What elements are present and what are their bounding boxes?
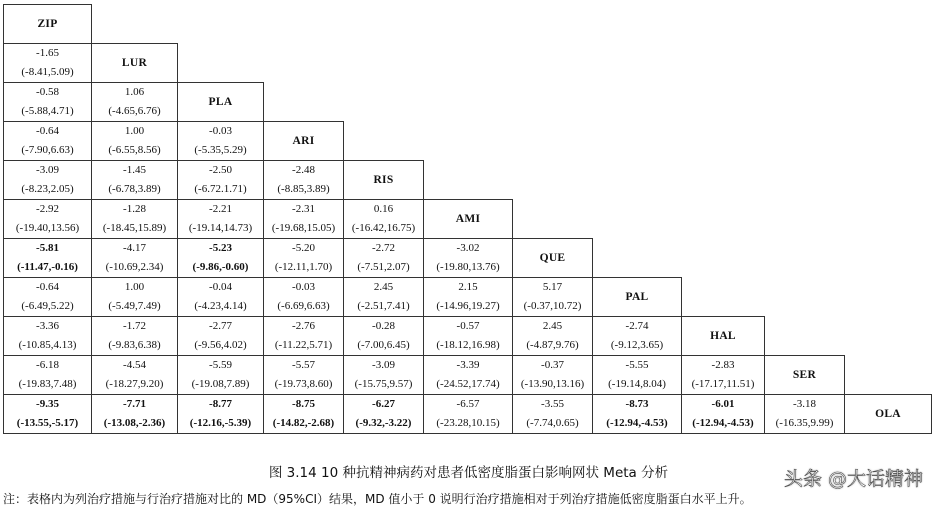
md-value: -0.37 — [541, 359, 564, 371]
md-value: -3.09 — [36, 164, 59, 176]
table-row — [4, 278, 932, 317]
empty-cell — [593, 122, 682, 161]
md-value: -7.71 — [123, 398, 146, 410]
comparison-cell — [424, 356, 513, 395]
ci-value: (-14.96,19.27) — [436, 300, 500, 312]
comparison-cell — [344, 317, 424, 356]
empty-cell — [513, 5, 593, 44]
treatment-label: PLA — [178, 83, 264, 122]
ci-value: (-9.86,-0.60) — [192, 261, 249, 273]
ci-value: (-13.90,13.16) — [520, 378, 585, 390]
comparison-cell — [4, 317, 92, 356]
empty-cell — [845, 44, 932, 83]
md-value: -3.39 — [456, 359, 480, 371]
md-value: -5.23 — [209, 242, 232, 254]
ci-value: (-4.87,9.76) — [526, 339, 579, 351]
comparison-cell — [92, 356, 178, 395]
table-row — [4, 317, 932, 356]
treatment-label: LUR — [92, 44, 178, 83]
ci-value: (-19.80,13.76) — [436, 261, 500, 273]
empty-cell — [593, 44, 682, 83]
comparison-cell — [92, 278, 178, 317]
ci-value: (-15.75,9.57) — [354, 378, 413, 390]
ci-value: (-12.94,-4.53) — [606, 417, 668, 429]
comparison-cell — [178, 122, 264, 161]
ci-value: (-11.22,5.71) — [274, 339, 333, 351]
comparison-cell — [92, 317, 178, 356]
empty-cell — [845, 317, 932, 356]
empty-cell — [513, 122, 593, 161]
md-value: -0.03 — [292, 281, 315, 293]
md-value: -3.02 — [456, 242, 480, 254]
empty-cell — [765, 317, 845, 356]
md-value: -4.17 — [123, 242, 146, 254]
md-value: -5.81 — [36, 242, 59, 254]
comparison-cell — [178, 356, 264, 395]
comparison-cell — [344, 395, 424, 434]
ci-value: (-7.74,0.65) — [526, 417, 579, 429]
treatment-label: HAL — [682, 317, 765, 356]
md-value: -0.04 — [209, 281, 232, 293]
ci-value: (-18.27,9.20) — [105, 378, 164, 390]
figure-caption: 图 3.14 10 种抗精神病药对患者低密度脂蛋白影响网状 Meta 分析 — [268, 465, 669, 481]
ci-value: (-5.35,5.29) — [194, 144, 247, 156]
md-value: -3.09 — [372, 359, 395, 371]
md-value: -0.64 — [36, 125, 59, 137]
comparison-cell — [593, 356, 682, 395]
treatment-label: SER — [765, 356, 845, 395]
ci-value: (-11.47,-0.16) — [17, 261, 78, 273]
empty-cell — [765, 5, 845, 44]
empty-cell — [264, 83, 344, 122]
ci-value: (-19.14,8.04) — [608, 378, 666, 390]
md-value: 5.17 — [542, 281, 563, 293]
comparison-cell — [4, 122, 92, 161]
table-row — [4, 5, 932, 44]
ci-value: (-13.08,-2.36) — [103, 417, 166, 429]
ci-value: (-12.94,-4.53) — [692, 417, 754, 429]
ci-value: (-6.49,5.22) — [21, 300, 74, 312]
comparison-cell — [4, 278, 92, 317]
ci-value: (-19.73,8.60) — [274, 378, 333, 390]
comparison-cell — [4, 44, 92, 83]
table-row — [4, 200, 932, 239]
treatment-label: ARI — [264, 122, 344, 161]
md-value: -5.20 — [292, 242, 315, 254]
comparison-cell — [92, 239, 178, 278]
watermark: 头条 @大话精神 — [783, 468, 923, 490]
empty-cell — [513, 200, 593, 239]
ci-value: (-23.28,10.15) — [436, 417, 500, 429]
comparison-cell — [178, 317, 264, 356]
comparison-cell — [92, 200, 178, 239]
comparison-cell — [178, 200, 264, 239]
comparison-cell — [178, 239, 264, 278]
ci-value: (-7.00,6.45) — [357, 339, 410, 351]
ci-value: (-6.69,6.63) — [277, 300, 330, 312]
comparison-cell — [593, 395, 682, 434]
ci-value: (-0.37,10.72) — [523, 300, 582, 312]
empty-cell — [765, 239, 845, 278]
ci-value: (-9.32,-3.22) — [355, 417, 412, 429]
ci-value: (-24.52,17.74) — [436, 378, 500, 390]
comparison-cell — [344, 356, 424, 395]
empty-cell — [178, 44, 264, 83]
empty-cell — [845, 200, 932, 239]
treatment-label: PAL — [593, 278, 682, 317]
comparison-cell — [682, 395, 765, 434]
empty-cell — [513, 83, 593, 122]
empty-cell — [765, 200, 845, 239]
ci-value: (-10.85,4.13) — [18, 339, 77, 351]
empty-cell — [765, 278, 845, 317]
comparison-cell — [513, 278, 593, 317]
comparison-cell — [682, 356, 765, 395]
table-row — [4, 161, 932, 200]
comparison-cell — [4, 239, 92, 278]
md-value: -0.64 — [36, 281, 59, 293]
md-value: -2.48 — [292, 164, 315, 176]
ci-value: (-14.82,-2.68) — [272, 417, 335, 429]
ci-value: (-19.14,14.73) — [188, 222, 253, 234]
empty-cell — [344, 83, 424, 122]
md-value: -6.01 — [711, 398, 735, 410]
ci-value: (-7.51,2.07) — [357, 261, 410, 273]
ci-value: (-9.56,4.02) — [194, 339, 247, 351]
comparison-cell — [344, 278, 424, 317]
comparison-cell — [264, 200, 344, 239]
empty-cell — [845, 5, 932, 44]
md-value: -8.73 — [625, 398, 649, 410]
table-row — [4, 83, 932, 122]
md-value: -5.55 — [625, 359, 649, 371]
empty-cell — [424, 44, 513, 83]
md-value: -2.21 — [209, 203, 232, 215]
md-value: 0.16 — [373, 203, 394, 215]
empty-cell — [344, 122, 424, 161]
comparison-cell — [424, 395, 513, 434]
treatment-label: RIS — [344, 161, 424, 200]
comparison-cell — [92, 395, 178, 434]
comparison-cell — [178, 395, 264, 434]
md-value: 1.00 — [124, 125, 145, 137]
md-value: -0.03 — [209, 125, 232, 137]
comparison-cell — [92, 83, 178, 122]
md-value: -2.72 — [372, 242, 395, 254]
empty-cell — [845, 83, 932, 122]
empty-cell — [682, 122, 765, 161]
empty-cell — [682, 161, 765, 200]
comparison-cell — [4, 395, 92, 434]
empty-cell — [593, 161, 682, 200]
comparison-cell — [264, 356, 344, 395]
empty-cell — [845, 356, 932, 395]
md-value: -0.57 — [456, 320, 480, 332]
ci-value: (-4.65,6.76) — [108, 105, 161, 117]
empty-cell — [264, 5, 344, 44]
empty-cell — [593, 200, 682, 239]
comparison-cell — [4, 161, 92, 200]
md-value: -1.72 — [123, 320, 146, 332]
table-row — [4, 239, 932, 278]
ci-value: (-8.23,2.05) — [21, 183, 74, 195]
md-value: -6.27 — [372, 398, 395, 410]
league-table — [3, 4, 932, 434]
md-value: -3.18 — [793, 398, 816, 410]
comparison-cell — [178, 278, 264, 317]
comparison-cell — [264, 395, 344, 434]
ci-value: (-19.08,7.89) — [191, 378, 250, 390]
comparison-cell — [513, 317, 593, 356]
comparison-cell — [4, 83, 92, 122]
ci-value: (-9.83,6.38) — [108, 339, 161, 351]
empty-cell — [593, 5, 682, 44]
empty-cell — [424, 122, 513, 161]
comparison-cell — [344, 200, 424, 239]
md-value: -3.55 — [541, 398, 564, 410]
ci-value: (-10.69,2.34) — [105, 261, 164, 273]
empty-cell — [593, 83, 682, 122]
ci-value: (-8.41,5.09) — [21, 66, 74, 78]
empty-cell — [682, 239, 765, 278]
comparison-cell — [424, 317, 513, 356]
treatment-label: AMI — [424, 200, 513, 239]
md-value: -6.57 — [456, 398, 480, 410]
ci-value: (-16.35,9.99) — [775, 417, 834, 429]
empty-cell — [682, 44, 765, 83]
ci-value: (-8.85,3.89) — [277, 183, 330, 195]
md-value: -8.75 — [292, 398, 315, 410]
md-value: -5.57 — [292, 359, 315, 371]
md-value: 2.15 — [458, 281, 478, 293]
ci-value: (-16.42,16.75) — [351, 222, 416, 234]
md-value: -2.31 — [292, 203, 315, 215]
empty-cell — [424, 83, 513, 122]
comparison-cell — [4, 356, 92, 395]
table-row — [4, 356, 932, 395]
comparison-cell — [765, 395, 845, 434]
md-value: -9.35 — [36, 398, 59, 410]
table-row — [4, 122, 932, 161]
md-value: -5.59 — [209, 359, 232, 371]
comparison-cell — [424, 239, 513, 278]
ci-value: (-12.16,-5.39) — [189, 417, 252, 429]
comparison-cell — [92, 122, 178, 161]
md-value: -2.50 — [209, 164, 232, 176]
empty-cell — [845, 122, 932, 161]
empty-cell — [845, 239, 932, 278]
md-value: -1.65 — [36, 47, 59, 59]
md-value: -2.83 — [711, 359, 735, 371]
ci-value: (-9.12,3.65) — [610, 339, 664, 351]
table-note: 注：表格内为列治疗措施与行治疗措施对比的 MD（95%CI）结果，MD 值小于 0 说明行治疗措施相对于列治疗措施低密度脂蛋白水平上升。 — [3, 492, 752, 506]
comparison-cell — [178, 161, 264, 200]
empty-cell — [92, 5, 178, 44]
md-value: -3.36 — [36, 320, 59, 332]
ci-value: (-19.40,13.56) — [15, 222, 80, 234]
comparison-cell — [264, 161, 344, 200]
table-row — [4, 395, 932, 434]
comparison-cell — [513, 395, 593, 434]
comparison-cell — [424, 278, 513, 317]
comparison-cell — [513, 356, 593, 395]
comparison-cell — [4, 200, 92, 239]
comparison-cell — [264, 278, 344, 317]
md-value: 2.45 — [373, 281, 394, 293]
ci-value: (-19.83,7.48) — [18, 378, 77, 390]
ci-value: (-18.12,16.98) — [436, 339, 500, 351]
empty-cell — [682, 200, 765, 239]
ci-value: (-5.49,7.49) — [108, 300, 161, 312]
empty-cell — [344, 5, 424, 44]
md-value: -2.77 — [209, 320, 232, 332]
md-value: -2.92 — [36, 203, 59, 215]
comparison-cell — [264, 317, 344, 356]
md-value: -2.74 — [625, 320, 649, 332]
empty-cell — [344, 44, 424, 83]
comparison-cell — [92, 161, 178, 200]
ci-value: (-2.51,7.41) — [357, 300, 410, 312]
comparison-cell — [593, 317, 682, 356]
ci-value: (-4.23,4.14) — [194, 300, 247, 312]
md-value: 1.00 — [124, 281, 145, 293]
empty-cell — [593, 239, 682, 278]
ci-value: (-7.90,6.63) — [21, 144, 74, 156]
table-row — [4, 44, 932, 83]
md-value: -6.18 — [36, 359, 59, 371]
treatment-label: ZIP — [4, 5, 92, 44]
ci-value: (-5.88,4.71) — [21, 105, 74, 117]
empty-cell — [682, 5, 765, 44]
comparison-cell — [344, 239, 424, 278]
md-value: -8.77 — [209, 398, 232, 410]
comparison-cell — [264, 239, 344, 278]
md-value: 2.45 — [542, 320, 563, 332]
treatment-label: OLA — [845, 395, 932, 434]
md-value: -4.54 — [123, 359, 146, 371]
empty-cell — [765, 44, 845, 83]
empty-cell — [765, 122, 845, 161]
empty-cell — [264, 44, 344, 83]
empty-cell — [845, 161, 932, 200]
md-value: 1.06 — [124, 86, 145, 98]
empty-cell — [845, 278, 932, 317]
md-value: -1.45 — [123, 164, 146, 176]
empty-cell — [682, 83, 765, 122]
empty-cell — [765, 161, 845, 200]
empty-cell — [424, 5, 513, 44]
ci-value: (-19.68,15.05) — [271, 222, 336, 234]
ci-value: (-12.11,1.70) — [274, 261, 333, 273]
md-value: -1.28 — [123, 203, 146, 215]
empty-cell — [424, 161, 513, 200]
empty-cell — [513, 44, 593, 83]
empty-cell — [513, 161, 593, 200]
empty-cell — [178, 5, 264, 44]
empty-cell — [682, 278, 765, 317]
treatment-label: QUE — [513, 239, 593, 278]
ci-value: (-13.55,-5.17) — [16, 417, 79, 429]
ci-value: (-6.72.1.71) — [194, 183, 247, 195]
ci-value: (-18.45,15.89) — [102, 222, 167, 234]
ci-value: (-6.78,3.89) — [108, 183, 161, 195]
md-value: -2.76 — [292, 320, 315, 332]
md-value: -0.28 — [372, 320, 395, 332]
empty-cell — [765, 83, 845, 122]
ci-value: (-17.17,11.51) — [691, 378, 755, 390]
ci-value: (-6.55,8.56) — [108, 144, 161, 156]
md-value: -0.58 — [36, 86, 59, 98]
